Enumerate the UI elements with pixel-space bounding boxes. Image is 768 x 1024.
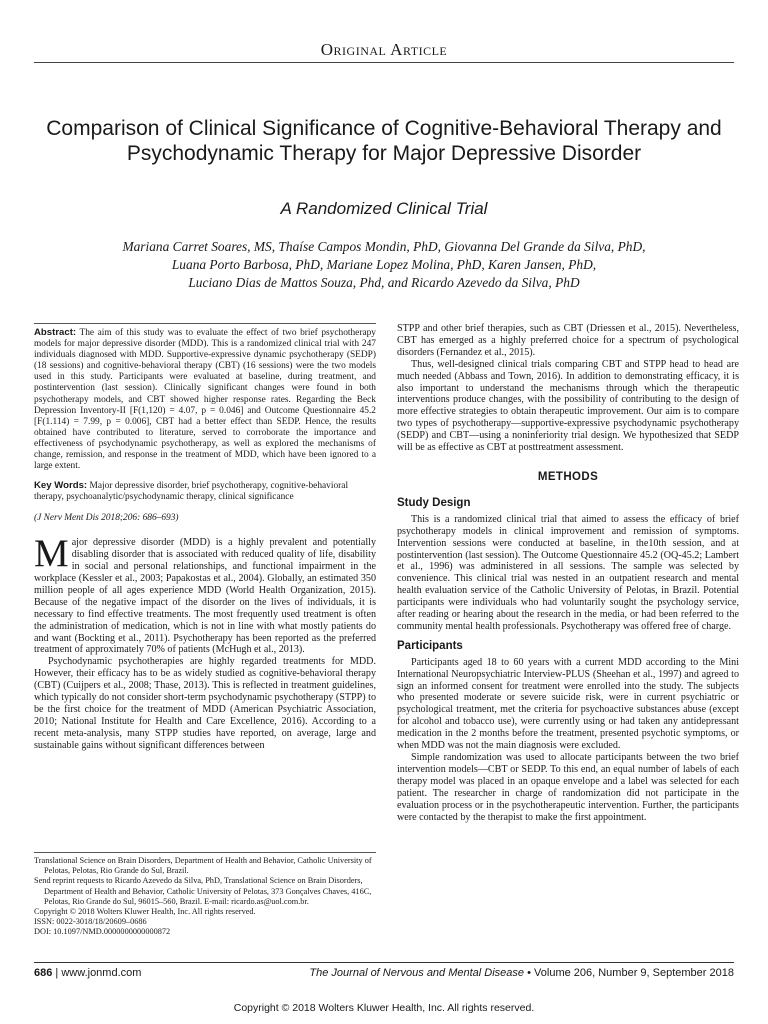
author-list xyxy=(40,238,728,292)
affiliations-footnote xyxy=(34,852,376,938)
participants-paragraph: Simple randomization was used to allocate participants between the two brief intervention models—CBT or SEDP. To this end, an equal number of labels of each therapy model was placed in an opaque envelope and a label was selected for each patient. The researcher in charge of randomization did not participate in the evaluation process or in the psychotherapeutic intervention. Further, the participants were contacted by the therapist to make the first appointment. xyxy=(397,752,739,823)
article-type-heading: Original Article xyxy=(320,40,448,59)
intro-paragraph: Psychodynamic psychotherapies are highly regarded treatments for MDD. However, their efficacy has to be as widely studied as cognitive-behavioral therapy (CBT) (Cuijpers et al., 2008; Thase, 2013). This is reflected in treatment guidelines, which typically do not consider short-term psychodynamic psychotherapy (STPP) to be the first choice for the treatment of MDD (American Psychiatric Association, 2010; National Institute for Health and Care Excellence, 2016). According to a recent meta-analysis, many STPP studies have reported, on average, large and sustainable gains without significant differences between xyxy=(34,656,376,751)
footer-bullet: • xyxy=(527,967,531,979)
issue-info: Volume 206, Number 9, September 2018 xyxy=(534,967,734,979)
article-title: Comparison of Clinical Significance of Cognitive-Behavioral Therapy and Psychodynamic Therapy for Major Depressive Disorder xyxy=(46,117,722,165)
intro-text: ajor depressive disorder (MDD) is a highly prevalent and potentially disabling disorder that is associated with reduced quality of life, disability in social and personal relationships, and functional impairment in the workplace (Kessler et al., 2003; Papakostas et al., 2004). Globally, an estimated 350 million people of all ages experience MDD (World Health Organization, 2015). Because of the negative impact of the disorder on the lives of individuals, it is necessary to find effective treatments. The most frequently used treatment is often the administration of medication, which is not in line with what mostly patients do and want (Bockting et al., 2011). Psychotherapy has been reported as the preferred treatment of approximately 70% of patients (McHugh et al., 2013). xyxy=(34,537,376,656)
intro-paragraph: Thus, well-designed clinical trials comparing CBT and STPP head to head are much needed (Abbass and Town, 2016). In addition to demonstrating efficacy, it is also important to understand the mechanisms through which the therapeutic interventions produce changes, with the possibility of contributing to the design of more effective strategies to obtain therapeutic improvement. Our aim is to compare two types of psychotherapy—supportive-expressive psychodynamic psychotherapy (SEDP) and CBT—using a noninferiority trial design. We hypothesized that SEDP will be as effective as CBT at posttreatment assessment. xyxy=(397,358,739,454)
participants-paragraph: Participants aged 18 to 60 years with a current MDD according to the Mini International Neuropsychiatric Interview-PLUS (Sheehan et al., 1997) and agreed to sign an informed consent for treatment were enrolled into the study. The subjects who presented moderate or severe suicide risk, were in current psychiatric or psychological treatment, met the criteria for psychoactive substances abuse (except for alcohol and tobacco use), were currently using or had taken any antidepressant medication in the 2 months before the treatment, presented psychotic symptoms, or when MDD was not the main diagnosis were excluded. xyxy=(397,656,739,752)
intro-paragraph: STPP and other brief therapies, such as CBT (Driessen et al., 2015). Nevertheless, CBT has emerged as a highly preferred choice for a spectrum of psychological disorders (Fernandez et al., 2015). xyxy=(397,323,739,358)
journal-website-link[interactable]: www.jonmd.com xyxy=(61,967,142,979)
subsection-heading-study-design: Study Design xyxy=(397,496,471,509)
keywords-paragraph xyxy=(34,480,376,503)
author-line: Luciano Dias de Mattos Souza, Phd, and Ricardo Azevedo da Silva, PhD xyxy=(188,275,580,290)
journal-name: The Journal of Nervous and Mental Disease xyxy=(309,967,525,979)
subsection-heading-participants: Participants xyxy=(397,639,463,652)
drop-cap: M xyxy=(34,532,69,576)
page-number: 686 xyxy=(34,967,53,979)
abstract-box xyxy=(34,323,376,525)
footer-left xyxy=(34,967,141,979)
study-design-paragraph: This is a randomized clinical trial that aimed to assess the efficacy of brief psychotherapy models in clinical improvement and remission of symptoms. Intervention sessions were conducted at baseline, in the10th session, and at postintervention (last session). The Outcome Questionnaire 45.2 (OQ-45.2; Lambert et al., 1996) was administered in all sessions. The sample was selected by convenience. This clinical trial was nested in an outpatient research and mental health evaluation service of the Catholic University of Pelotas, in Brazil. Potential participants were individuals who had voluntarily sought the psychology service, after reading or hearing about the research in the media, or had been referred to the community mental health professionals. Psychotherapy was offered free of charge. xyxy=(397,513,739,632)
abstract-label: Abstract: xyxy=(34,327,77,338)
issn-text: ISSN: 0022-3018/18/20609–0686 xyxy=(34,917,147,927)
doi-text: DOI: 10.1097/NMD.0000000000000872 xyxy=(34,927,171,937)
section-heading-methods: METHODS xyxy=(537,470,599,483)
journal-citation: (J Nerv Ment Dis 2018;206: 686–693) xyxy=(34,513,179,524)
author-line: Mariana Carret Soares, MS, Thaíse Campos Mondin, PhD, Giovanna Del Grande da Silva, PhD, xyxy=(122,239,646,254)
affiliation-text: Translational Science on Brain Disorders, Department of Health and Behavior, Catholic University of Pelotas, Pelotas, Rio Grande do Sul, Brazil. xyxy=(34,856,372,876)
footer-rule xyxy=(34,962,734,963)
article-subtitle: A Randomized Clinical Trial xyxy=(280,199,488,218)
footer-right xyxy=(309,967,734,979)
copyright-text: Copyright © 2018 Wolters Kluwer Health, Inc. All rights reserved. xyxy=(34,907,256,917)
abstract-text: The aim of this study was to evaluate the effect of two brief psychotherapy models for major depressive disorder (MDD). This is a randomized clinical trial with 247 individuals diagnosed with MDD. Supportive-expressive dynamic psychotherapy (SEDP) (18 sessions) and cognitive-behavioral therapy (CBT) (16 sessions) were the two models used in this study. Participants were evaluated at baseline, during treatment, and postintervention (last session). Clinically significant changes were found in both psychotherapy models, and CBT showed higher response rates. Regarding the Beck Depression Inventory-II [F(1,120) = 4.07, p = 0.046] and Outcome Questionnaire 45.2 [F(1.114) = 7.99, p = 0.006], CBT had a better effect than SEDP. Hence, the results obtained have contributed to literature, served to corroborate the importance and effectiveness of psychodynamic psychotherapy, as well as explored the mechanisms of change, remission, and response in the treatment of MDD, which have been ignored to a large extent. xyxy=(34,328,376,472)
footer-separator: | xyxy=(55,967,59,979)
intro-paragraph xyxy=(34,532,376,656)
bottom-copyright: Copyright © 2018 Wolters Kluwer Health, Inc. All rights reserved. xyxy=(233,1002,535,1014)
header-rule xyxy=(34,62,734,63)
page-footer xyxy=(34,967,734,979)
right-column xyxy=(397,323,739,823)
keywords-label: Key Words: xyxy=(34,480,88,492)
reprint-request-text: Send reprint requests to Ricardo Azevedo da Silva, PhD, Translational Science on Brain Disorders, Department of Health and Behavior, Catholic University of Pelotas, 373 Gonçalves Chaves, 416C, Pelotas, Rio Grande do Sul, 96015–560, Brazil. E-mail: ricardo.as@uol.com.br. xyxy=(34,876,372,906)
left-column xyxy=(34,323,376,752)
keywords-text: Major depressive disorder, brief psychotherapy, cognitive-behavioral therapy, psychoanalytic/psychodynamic therapy, clinical significance xyxy=(34,481,349,503)
author-line: Luana Porto Barbosa, PhD, Mariane Lopez Molina, PhD, Karen Jansen, PhD, xyxy=(171,257,597,272)
abstract-paragraph xyxy=(34,327,376,472)
